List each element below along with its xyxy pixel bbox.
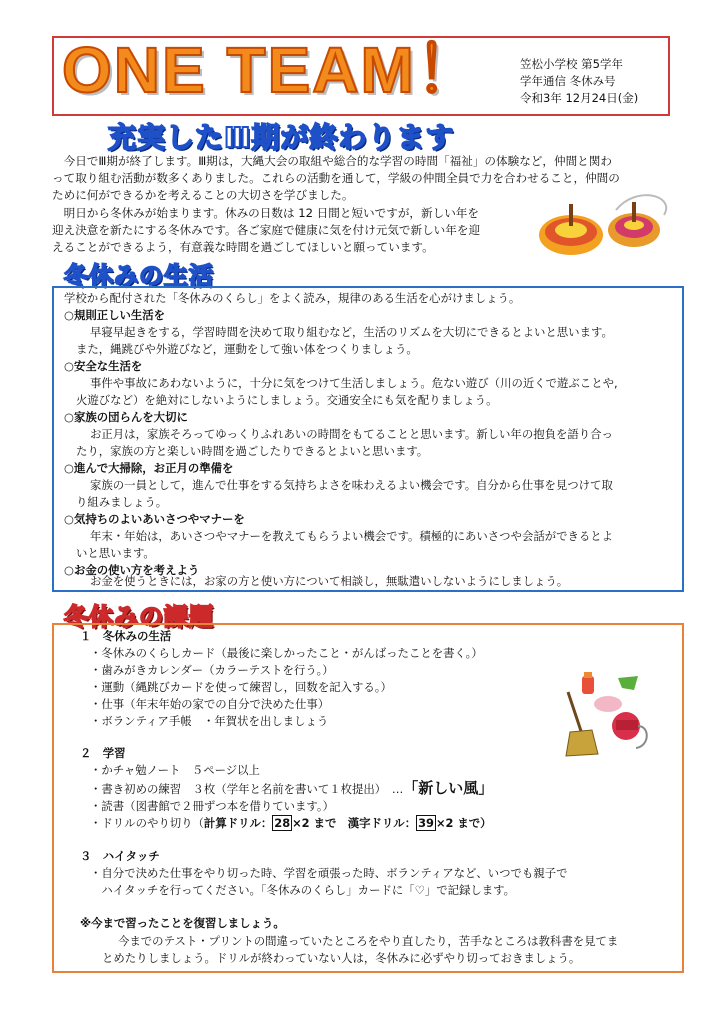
rule-text: 事件や事故にあわないように，十分に気をつけて生活しましょう。危ない遊び（川の近くで遊ぶことや, xyxy=(90,376,618,390)
task-item: ・冬休みのくらしカード（最後に楽しかったこと・がんばったことを書く。） xyxy=(90,646,483,660)
tasks-heading: 冬休みの課題 xyxy=(64,603,214,631)
intro-heading: 充実したⅢ期が終わります xyxy=(108,121,455,154)
kakizome-text: ・書き初めの練習 ３枚（学年と名前を書いて１枚提出） … xyxy=(90,782,404,796)
rule-text: り組みましょう。 xyxy=(76,495,168,509)
task-item-drill xyxy=(90,815,492,832)
task-section-hightouch: ３ ハイタッチ xyxy=(80,849,160,863)
rule-text: たり，家族の方と楽しい時間を過ごしたりできるとよいと思います。 xyxy=(76,444,429,458)
calc-drill-label: 計算ドリル： xyxy=(203,816,273,830)
calc-drill-page: 28 xyxy=(274,816,291,830)
rule-text: いと思います。 xyxy=(76,546,155,560)
rule-text: お金を使うときには，お家の方と使い方について相談し，無駄遣いしないようにしましょう。 xyxy=(90,574,569,588)
task-item: ・ボランティア手帳 ・年賀状を出しましょう xyxy=(90,714,329,728)
task-item-kakizome xyxy=(90,780,493,798)
rule-text: お正月は，家族そろってゆっくりふれあいの時間をもてることと思います。新しい年の抱負を語り合っ xyxy=(90,427,613,441)
intro-paragraph-2 xyxy=(52,205,532,256)
task-item: ・仕事（年末年始の家での自分で決めた仕事） xyxy=(90,697,330,711)
drill-text: ・ドリルのやり切り（ xyxy=(90,816,204,830)
drill-text-end: ×2 まで） xyxy=(435,816,492,830)
rule-text: 早寝早起きをする，学習時間を決めて取り組むなど，生活のリズムを大切にできるとよいと思います。 xyxy=(90,325,613,339)
intro-line: ために何ができるかを考えることの大切さを学びました。 xyxy=(52,188,354,202)
task-item: ・運動（縄跳びカードを使って練習し，回数を記入する。） xyxy=(90,680,392,694)
review-text: とめたりしましょう。ドリルが終わっていない人は，冬休みに必ずやり切っておきましょう。 xyxy=(102,951,581,965)
rule-title-safety: ○安全な生活を xyxy=(64,359,143,373)
review-text: 今までのテスト・プリントの間違っていたところをやり直したり，苦手なところは教科書を見てま xyxy=(118,934,619,948)
rule-text: 年末・年始は，あいさつやマナーを教えてもらうよい機会です。積極的にあいさつや会話ができるとよ xyxy=(90,529,614,543)
task-section-study: ２ 学習 xyxy=(80,746,126,760)
newsletter-title: ONE TEAM！ xyxy=(62,34,482,106)
spinning-tops-illustration xyxy=(536,190,676,260)
task-item: ・読書（図書館で２冊ずつ本を借りています。） xyxy=(90,799,334,813)
kanji-drill-page: 39 xyxy=(418,816,434,830)
rule-text: 火遊びなど）を絶対にしないようにしましょう。交通安全にも気を配りましょう。 xyxy=(76,393,498,407)
life-lead: 学校から配付された「冬休みのくらし」をよく読み，規律のある生活を心がけましょう。 xyxy=(64,291,521,305)
intro-line: えることができるよう，有意義な時間を過ごしてほしいと願っています。 xyxy=(52,240,434,254)
rule-text: また，縄跳びや外遊びなど，運動をして強い体をつくりましょう。 xyxy=(76,342,418,356)
life-heading: 冬休みの生活 xyxy=(64,262,214,290)
intro-line: って取り組む活動が数多くありました。これらの活動を通して，学級の仲間全員で力を合わせること，仲間の xyxy=(52,171,620,185)
issue-name: 学年通信 冬休み号 xyxy=(520,74,616,88)
winter-life-box xyxy=(52,286,684,592)
rule-title-manners: ○気持ちのよいあいさつやマナーを xyxy=(64,512,245,526)
intro-line: 今日でⅢ期が終了します。Ⅲ期は，大縄大会の取組や総合的な学習の時間「福祉」の体験など，仲間と関わ xyxy=(52,154,612,168)
task-item: ・かチャ勉ノート ５ページ以上 xyxy=(90,763,260,777)
rule-text: 家族の一員として，進んで仕事をする気持ちよさを味わえるよい機会です。自分から仕事を見つけて取 xyxy=(90,478,613,492)
rule-title-family: ○家族の団らんを大切に xyxy=(64,410,188,424)
intro-line: 迎え決意を新たにする冬休みです。各ご家庭で健康に気を付け元気で新しい年を迎 xyxy=(52,223,481,237)
kakizome-theme: 「新しい風」 xyxy=(403,779,494,797)
intro-line: 明日から冬休みが始まります。休みの日数は 12 日間と短いですが，新しい年を xyxy=(52,206,479,220)
school-name: 笠松小学校 第5学年 xyxy=(520,57,623,71)
kanji-drill-label: ×2 まで 漢字ドリル： xyxy=(292,816,417,830)
issue-date: 令和3年 12月24日(金) xyxy=(520,91,639,105)
task-item: ・歯みがきカレンダー（カラーテストを行う。） xyxy=(90,663,334,677)
rule-title-money: ○お金の使い方を考えよう xyxy=(64,563,200,577)
rule-title-regular-life: ○規則正しい生活を xyxy=(64,308,166,322)
rule-title-cleaning: ○進んで大掃除，お正月の準備を xyxy=(64,461,234,475)
task-section-life: １ 冬休みの生活 xyxy=(80,629,172,643)
task-item: ハイタッチを行ってください。「冬休みのくらし」カードに「♡」で記録します。 xyxy=(90,883,516,897)
task-item: ・自分で決めた仕事をやり切った時、学習を頑張った時、ボランティアなど、いつでも親子で xyxy=(90,866,568,880)
review-title: ※今まで習ったことを復習しましょう。 xyxy=(80,916,285,930)
cleaning-supplies-illustration xyxy=(546,672,656,762)
